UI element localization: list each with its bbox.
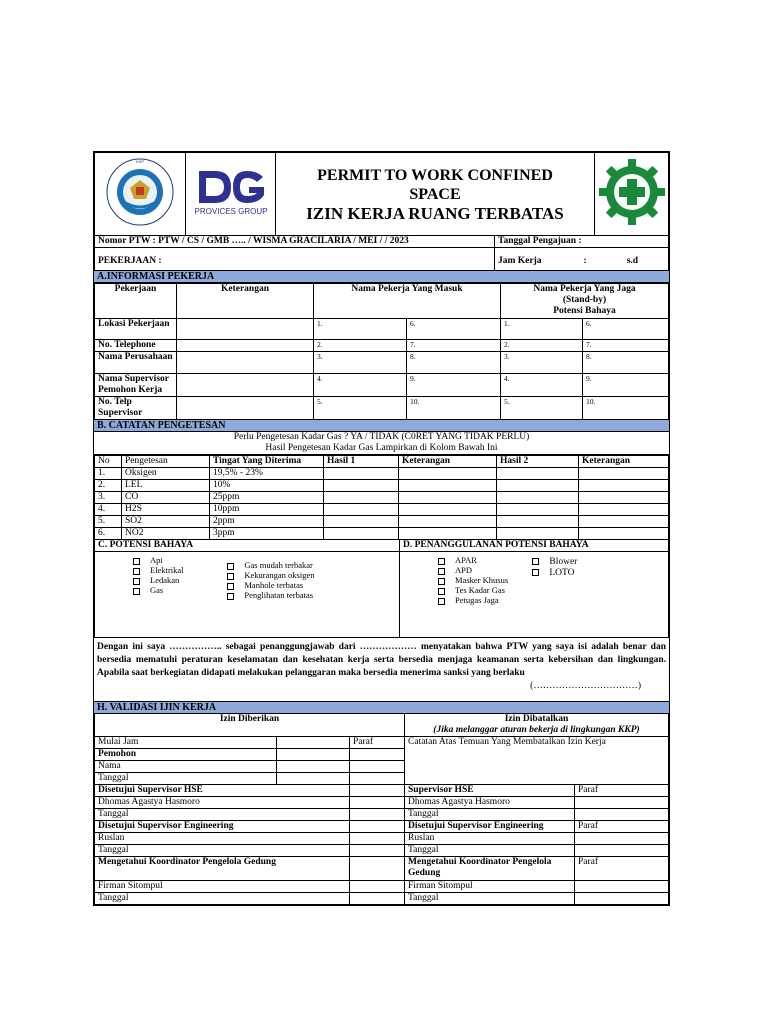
hse-name: Dhomas Agastya Hasmoro bbox=[95, 797, 350, 809]
empty-cell[interactable] bbox=[350, 845, 405, 857]
col-jaga-line1: Nama Pekerja Yang Jaga bbox=[533, 284, 636, 294]
checkbox[interactable] bbox=[438, 598, 445, 605]
gas-test-note-line1: Perlu Pengetesan Kadar Gas ? YA / TIDAK (C0RET YANG TIDAK PERLU) bbox=[233, 432, 530, 442]
statement-text: Dengan ini saya …………….. sebagai penanggungjawab dari ……………… menyatakan bahwa PTW yang saya isi adalah benar dan bersedia mematuhi peraturan keselamatan dan kesehatan kerja serta bersedia menjaga keamanan serta kebersihan dan lingkungan. Apabila saat berkegiatan didapati melakukan pelanggaran maka bersedia menerima sanksi yang berlaku bbox=[97, 642, 666, 678]
gas-name: H2S bbox=[122, 504, 210, 516]
section-a-title: A.INFORMASI PEKERJA bbox=[94, 271, 669, 283]
ministry-logo bbox=[95, 153, 186, 236]
izin-dibatalkan-cell bbox=[405, 714, 669, 737]
hasil-cell[interactable] bbox=[324, 528, 399, 540]
empty-cell[interactable] bbox=[575, 845, 669, 857]
empty-cell[interactable] bbox=[350, 773, 405, 785]
row-label: Nama Perusahaan bbox=[95, 352, 177, 374]
mulai-jam-input[interactable] bbox=[277, 737, 350, 749]
hasil-cell[interactable] bbox=[497, 480, 579, 492]
section-d-title: D. PENANGGULANAN POTENSI BAHAYA bbox=[400, 540, 669, 552]
checkbox-label: APAR bbox=[455, 555, 477, 565]
ket-cell[interactable] bbox=[579, 480, 669, 492]
num-cell[interactable]: 6. bbox=[407, 319, 501, 340]
num-cell[interactable]: 5. bbox=[501, 397, 583, 420]
meta-table bbox=[94, 236, 669, 271]
gas-row bbox=[95, 480, 669, 492]
gas-name: SO2 bbox=[122, 516, 210, 528]
statement-signature[interactable]: (……………………………) bbox=[530, 681, 641, 691]
checkbox-label: LOTO bbox=[549, 568, 575, 578]
potensi-bahaya-list bbox=[95, 552, 400, 638]
checkbox-label: Penglihatan terbatas bbox=[244, 590, 314, 600]
empty-cell[interactable] bbox=[350, 749, 405, 761]
potensi-col1 bbox=[133, 555, 225, 595]
paraf-label: Paraf bbox=[575, 857, 669, 881]
gas-row bbox=[95, 528, 669, 540]
hasil-cell[interactable] bbox=[497, 468, 579, 480]
empty-cell[interactable] bbox=[350, 821, 405, 833]
company-logo-label: PROVICES GROUP bbox=[194, 207, 267, 216]
empty-cell[interactable] bbox=[575, 833, 669, 845]
provices-group-logo-icon bbox=[189, 163, 273, 221]
penanggulangan-col1 bbox=[438, 555, 530, 605]
input-cell[interactable] bbox=[177, 340, 314, 352]
input-cell[interactable] bbox=[177, 319, 314, 340]
num-cell[interactable]: 4. bbox=[314, 374, 407, 397]
num-cell[interactable]: 5. bbox=[314, 397, 407, 420]
gas-no: 6. bbox=[95, 528, 122, 540]
checkbox-item[interactable] bbox=[532, 568, 577, 579]
num-cell[interactable]: 7. bbox=[407, 340, 501, 352]
gas-test-note-line2: Hasil Pengetesan Kadar Gas Lampirkan di Kolom Bawah Ini bbox=[265, 443, 498, 453]
ket-cell[interactable] bbox=[399, 480, 497, 492]
input-cell[interactable] bbox=[177, 374, 314, 397]
col-hasil1: Hasil 1 bbox=[324, 456, 399, 468]
checkbox-item[interactable] bbox=[438, 595, 530, 605]
izin-dibatalkan-note: (Jika melanggar aturan bekerja di lingkungan KKP) bbox=[433, 725, 640, 735]
checkbox[interactable] bbox=[133, 588, 140, 595]
checkbox[interactable] bbox=[438, 568, 445, 575]
checkbox-label: Petugas Jaga bbox=[455, 595, 499, 605]
tanggal-label: Tanggal bbox=[95, 893, 350, 905]
num-cell[interactable]: 7. bbox=[583, 340, 669, 352]
row-label: Lokasi Pekerjaan bbox=[95, 319, 177, 340]
empty-cell[interactable] bbox=[350, 881, 405, 893]
checkbox-label: Api bbox=[150, 555, 163, 565]
izin-dibatalkan: Izin Dibatalkan bbox=[504, 714, 569, 724]
checkbox-item[interactable] bbox=[438, 565, 530, 575]
checkbox-item[interactable] bbox=[133, 565, 225, 575]
koord-name-right: Firman Sitompul bbox=[405, 881, 575, 893]
title-line1: PERMIT TO WORK CONFINED bbox=[317, 166, 553, 184]
gas-level: 2ppm bbox=[210, 516, 324, 528]
tanggal-label: Tanggal bbox=[95, 809, 350, 821]
penanggulangan-list bbox=[400, 552, 669, 638]
section-c-title: C. POTENSI BAHAYA bbox=[95, 540, 400, 552]
k3-logo bbox=[595, 153, 669, 236]
empty-cell[interactable] bbox=[350, 761, 405, 773]
title-cell bbox=[276, 153, 595, 236]
nomor-ptw[interactable]: Nomor PTW : PTW / CS / GMB ….. / WISMA GRACILARIA / MEI / / 2023 bbox=[95, 236, 495, 248]
empty-cell[interactable] bbox=[350, 857, 405, 881]
checkbox-item[interactable] bbox=[227, 560, 314, 570]
checkbox-label: APD bbox=[455, 565, 473, 575]
ket-cell[interactable] bbox=[399, 504, 497, 516]
row-label: Nama Supervisor Pemohon Kerja bbox=[95, 374, 177, 397]
eng-name: Ruslan bbox=[95, 833, 350, 845]
koordinator-label-right: Mengetahui Koordinator Pengelola Gedung bbox=[405, 857, 575, 881]
num-cell[interactable]: 9. bbox=[407, 374, 501, 397]
title-line2: SPACE bbox=[409, 185, 461, 203]
header-table bbox=[94, 152, 669, 236]
col-nama-jaga bbox=[501, 284, 669, 319]
col-hasil2: Hasil 2 bbox=[497, 456, 579, 468]
ket-cell[interactable] bbox=[399, 492, 497, 504]
empty-cell[interactable] bbox=[350, 785, 405, 797]
num-cell[interactable]: 6. bbox=[583, 319, 669, 340]
koordinator-label: Mengetahui Koordinator Pengelola Gedung bbox=[95, 857, 350, 881]
checkbox[interactable] bbox=[532, 569, 539, 576]
hasil-cell[interactable] bbox=[324, 516, 399, 528]
tanggal-label: Tanggal bbox=[405, 809, 575, 821]
checkbox-label: Masker Khusus bbox=[455, 575, 509, 585]
nama-input[interactable] bbox=[277, 761, 350, 773]
checkbox-label: Manhole terbatas bbox=[244, 580, 304, 590]
gas-name: Oksigen bbox=[122, 468, 210, 480]
tanggal-label: Tanggal bbox=[95, 845, 350, 857]
empty-cell[interactable] bbox=[575, 809, 669, 821]
statement-block bbox=[94, 638, 669, 701]
ket-cell[interactable] bbox=[579, 516, 669, 528]
penanggulangan-col2 bbox=[532, 555, 577, 579]
hasil-cell[interactable] bbox=[497, 504, 579, 516]
col-no: No bbox=[95, 456, 122, 468]
section-b-title: B. CATATAN PENGETESAN bbox=[94, 420, 669, 432]
koord-name: Firman Sitompul bbox=[95, 881, 350, 893]
svg-text:KKP: KKP bbox=[135, 159, 145, 164]
checkbox[interactable] bbox=[438, 578, 445, 585]
ket-cell[interactable] bbox=[399, 528, 497, 540]
section-a-table bbox=[94, 283, 669, 420]
gas-no: 3. bbox=[95, 492, 122, 504]
num-cell[interactable]: 8. bbox=[583, 352, 669, 374]
mulai-jam-label: Mulai Jam bbox=[95, 737, 277, 749]
hasil-cell[interactable] bbox=[324, 504, 399, 516]
paraf-label: Paraf bbox=[575, 821, 669, 833]
ket-cell[interactable] bbox=[579, 492, 669, 504]
col-jaga-line2: (Stand-by) bbox=[562, 295, 607, 305]
hasil-cell[interactable] bbox=[324, 468, 399, 480]
hasil-cell[interactable] bbox=[497, 528, 579, 540]
col-pekerjaan: Pekerjaan bbox=[95, 284, 177, 319]
gas-level: 10% bbox=[210, 480, 324, 492]
num-cell[interactable]: 10. bbox=[407, 397, 501, 420]
gas-name: LEL bbox=[122, 480, 210, 492]
num-cell[interactable]: 2. bbox=[501, 340, 583, 352]
col-tingkat: Tingat Yang Diterima bbox=[210, 456, 324, 468]
checkbox-label: Kekurangan oksigen bbox=[244, 570, 315, 580]
checkbox-item[interactable] bbox=[227, 580, 314, 590]
hasil-cell[interactable] bbox=[497, 516, 579, 528]
potensi-col2 bbox=[227, 555, 314, 600]
gas-name: CO bbox=[122, 492, 210, 504]
gas-no: 4. bbox=[95, 504, 122, 516]
jam-kerja-sd: s.d bbox=[626, 256, 639, 266]
ket-cell[interactable] bbox=[579, 504, 669, 516]
col-keterangan1: Keterangan bbox=[399, 456, 497, 468]
tanggal-label: Tanggal bbox=[405, 845, 575, 857]
num-cell[interactable]: 1. bbox=[314, 319, 407, 340]
checkbox-item[interactable] bbox=[227, 590, 314, 600]
tanggal-label: Tanggal bbox=[95, 773, 277, 785]
num-cell[interactable]: 3. bbox=[314, 352, 407, 374]
num-cell[interactable]: 10. bbox=[583, 397, 669, 420]
paraf-label: Paraf bbox=[575, 785, 669, 797]
catatan-pembatalan[interactable]: Catatan Atas Temuan Yang Membatalkan Izin Kerja bbox=[405, 737, 669, 785]
disetujui-eng-label-right: Disetujui Supervisor Engineering bbox=[405, 821, 575, 833]
nama-label: Nama bbox=[95, 761, 277, 773]
num-cell[interactable]: 9. bbox=[583, 374, 669, 397]
gas-row bbox=[95, 504, 669, 516]
gas-name: NO2 bbox=[122, 528, 210, 540]
empty-cell[interactable] bbox=[575, 893, 669, 905]
checkbox[interactable] bbox=[227, 583, 234, 590]
col-nama-masuk: Nama Pekerja Yang Masuk bbox=[314, 284, 501, 319]
gas-row bbox=[95, 468, 669, 480]
ministry-emblem-icon bbox=[96, 153, 184, 231]
eng-name-right: Ruslan bbox=[405, 833, 575, 845]
empty-cell[interactable] bbox=[575, 797, 669, 809]
gas-no: 1. bbox=[95, 468, 122, 480]
gas-level: 19,5% - 23% bbox=[210, 468, 324, 480]
empty-cell[interactable] bbox=[575, 881, 669, 893]
checkbox-item[interactable] bbox=[227, 570, 314, 580]
input-cell[interactable] bbox=[177, 397, 314, 420]
gas-row bbox=[95, 492, 669, 504]
col-pengetesan: Pengetesan bbox=[122, 456, 210, 468]
row-label: No. Telp Supervisor bbox=[95, 397, 177, 420]
num-cell[interactable]: 2. bbox=[314, 340, 407, 352]
empty-cell[interactable] bbox=[350, 809, 405, 821]
input-cell[interactable] bbox=[177, 352, 314, 374]
company-logo bbox=[186, 153, 276, 236]
paraf-label: Paraf bbox=[350, 737, 405, 749]
checkbox[interactable] bbox=[438, 558, 445, 565]
empty-cell[interactable] bbox=[350, 893, 405, 905]
checkbox-label: Tes Kadar Gas bbox=[455, 585, 505, 595]
ket-cell[interactable] bbox=[399, 516, 497, 528]
checkbox-item[interactable] bbox=[133, 555, 225, 565]
checkbox-item[interactable] bbox=[133, 585, 225, 595]
row-label: No. Telephone bbox=[95, 340, 177, 352]
empty-cell[interactable] bbox=[277, 749, 350, 761]
ket-cell[interactable] bbox=[579, 468, 669, 480]
pemohon-label: Pemohon bbox=[95, 749, 277, 761]
checkbox[interactable] bbox=[133, 568, 140, 575]
disetujui-eng-label: Disetujui Supervisor Engineering bbox=[95, 821, 350, 833]
jam-kerja-field[interactable] bbox=[495, 248, 669, 271]
gas-level: 25ppm bbox=[210, 492, 324, 504]
checkbox-item[interactable] bbox=[532, 557, 577, 568]
col-keterangan: Keterangan bbox=[177, 284, 314, 319]
empty-cell[interactable] bbox=[350, 833, 405, 845]
checkbox-label: Blower bbox=[549, 557, 578, 567]
checkbox[interactable] bbox=[133, 558, 140, 565]
gas-no: 2. bbox=[95, 480, 122, 492]
permit-form bbox=[93, 151, 670, 906]
checkbox[interactable] bbox=[227, 563, 234, 570]
num-cell[interactable]: 3. bbox=[501, 352, 583, 374]
checkbox-item[interactable] bbox=[438, 575, 530, 585]
gas-level: 10ppm bbox=[210, 504, 324, 516]
pekerjaan-field[interactable]: PEKERJAAN : bbox=[95, 248, 495, 271]
hasil-cell[interactable] bbox=[324, 492, 399, 504]
jam-kerja-separator: : bbox=[583, 256, 587, 266]
title-line3: IZIN KERJA RUANG TERBATAS bbox=[306, 203, 564, 223]
checkbox-item[interactable] bbox=[438, 555, 530, 565]
ket-cell[interactable] bbox=[399, 468, 497, 480]
tanggal-input[interactable] bbox=[277, 773, 350, 785]
izin-diberikan: Izin Diberikan bbox=[95, 714, 405, 737]
supervisor-hse-label: Supervisor HSE bbox=[405, 785, 575, 797]
empty-cell[interactable] bbox=[350, 797, 405, 809]
num-cell[interactable]: 4. bbox=[501, 374, 583, 397]
gas-level: 3ppm bbox=[210, 528, 324, 540]
checkbox-label: Elektrikal bbox=[150, 565, 184, 575]
checkbox-label: Gas mudah terbakar bbox=[244, 560, 313, 570]
checkbox-label: Gas bbox=[150, 585, 164, 595]
tanggal-label: Tanggal bbox=[405, 893, 575, 905]
col-keterangan2: Keterangan bbox=[579, 456, 669, 468]
checkbox-item[interactable] bbox=[438, 585, 530, 595]
tanggal-pengajuan[interactable]: Tanggal Pengajuan : bbox=[495, 236, 669, 248]
checkbox[interactable] bbox=[532, 558, 539, 565]
gas-test-table bbox=[94, 455, 669, 540]
jam-kerja-label: Jam Kerja bbox=[498, 256, 542, 266]
checkbox-item[interactable] bbox=[133, 575, 225, 585]
checkbox[interactable] bbox=[133, 578, 140, 585]
hasil-cell[interactable] bbox=[324, 480, 399, 492]
gas-row bbox=[95, 516, 669, 528]
col-jaga-line3: Potensi Bahaya bbox=[553, 306, 616, 316]
gas-no: 5. bbox=[95, 516, 122, 528]
disetujui-hse-label: Disetujui Supervisor HSE bbox=[95, 785, 350, 797]
checkbox[interactable] bbox=[438, 588, 445, 595]
hse-name-right: Dhomas Agastya Hasmoro bbox=[405, 797, 575, 809]
k3-safety-gear-icon bbox=[597, 157, 667, 227]
checkbox[interactable] bbox=[227, 593, 234, 600]
ket-cell[interactable] bbox=[579, 528, 669, 540]
checkbox-label: Ledakan bbox=[150, 575, 180, 585]
section-h-title: H. VALIDASI IJIN KERJA bbox=[94, 701, 669, 714]
num-cell[interactable]: 1. bbox=[501, 319, 583, 340]
gas-test-note bbox=[94, 432, 669, 455]
hasil-cell[interactable] bbox=[497, 492, 579, 504]
num-cell[interactable]: 8. bbox=[407, 352, 501, 374]
potensi-table bbox=[94, 540, 669, 638]
checkbox[interactable] bbox=[227, 573, 234, 580]
validasi-table bbox=[94, 714, 669, 905]
